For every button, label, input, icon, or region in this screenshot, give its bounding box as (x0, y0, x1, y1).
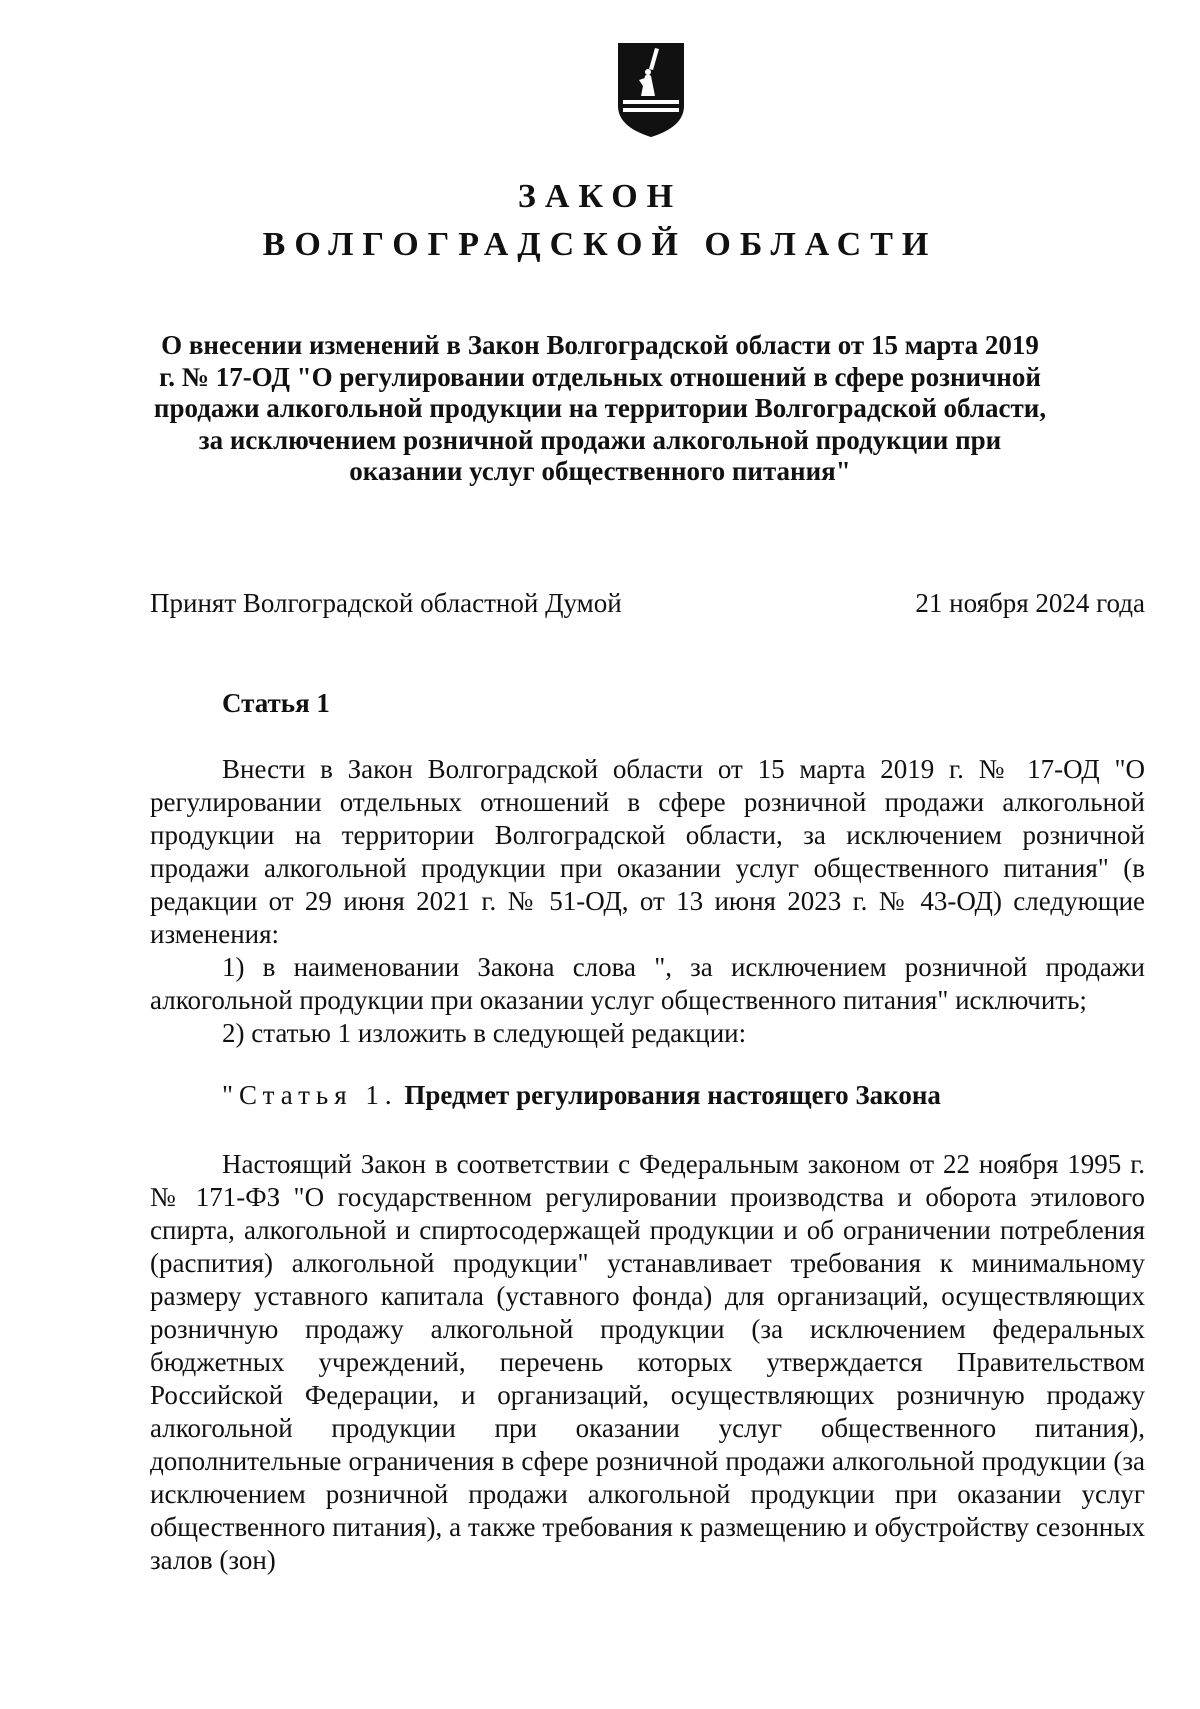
adoption-date: 21 ноября 2024 года (915, 588, 1145, 618)
volgograd-coat-of-arms-icon (615, 40, 687, 140)
new-article-body (150, 1148, 1145, 1577)
article-1-body (150, 753, 1145, 1050)
adoption-row (150, 588, 1145, 619)
new-article-heading (222, 1080, 941, 1111)
document-title-line1: ЗАКОН (517, 178, 683, 215)
law-subject-heading: О внесении изменений в Закон Волгоградской области от 15 марта 2019 г. № 17-ОД "О регулировании отдельных отношений в сфере розничной продажи алкогольной продукции на территории Волгоградской области, за исключением розничной продажи алкогольной продукции при оказании услуг общественного питания" (153, 330, 1047, 486)
adopted-by: Принят Волгоградской областной Думой (150, 588, 622, 618)
new-article-text: Настоящий Закон в соответствии с Федеральным законом от 22 ноября 1995 г. № 171-ФЗ "О государственном регулировании производства и оборота этилового спирта, алкогольной и спиртосодержащей продукции и об ограничении потребления (распития) алкогольной продукции" устанавливает требования к минимальному размеру уставного капитала (уставного фонда) для организаций, осуществляющих розничную продажу алкогольной продукции (за исключением федеральных бюджетных учреждений, перечень которых утверждается Правительством Российской Федерации, и организаций, осуществляющих розничную продажу алкогольной продукции при оказании услуг общественного питания), дополнительные ограничения в сфере розничной продажи алкогольной продукции (за исключением розничной продажи алкогольной продукции при оказании услуг общественного питания), а также требования к размещению и обустройству сезонных залов (зон) (150, 1149, 1145, 1575)
new-article-prefix: "Статья 1. (222, 1080, 398, 1110)
article-1-intro: Внести в Закон Волгоградской области от 15 марта 2019 г. № 17-ОД "О регулировании отдельных отношений в сфере розничной продажи алкогольной продукции на территории Волгоградской области, за исключением розничной продажи алкогольной продукции при оказании услуг общественного питания" (в редакции от 29 июня 2021 г. № 51-ОД, от 13 июня 2023 г. № 43-ОД) следующие изменения: (150, 754, 1145, 949)
article-1-item-2: 2) статью 1 изложить в следующей редакции: (222, 1018, 747, 1048)
article-1-heading: Статья 1 (222, 688, 330, 718)
new-article-title: Предмет регулирования настоящего Закона (404, 1080, 941, 1110)
article-1-item-1: 1) в наименовании Закона слова ", за исключением розничной продажи алкогольной продукции при оказании услуг общественного питания" исключить; (150, 952, 1145, 1015)
document-title-line2: ВОЛГОГРАДСКОЙ ОБЛАСТИ (262, 226, 938, 263)
